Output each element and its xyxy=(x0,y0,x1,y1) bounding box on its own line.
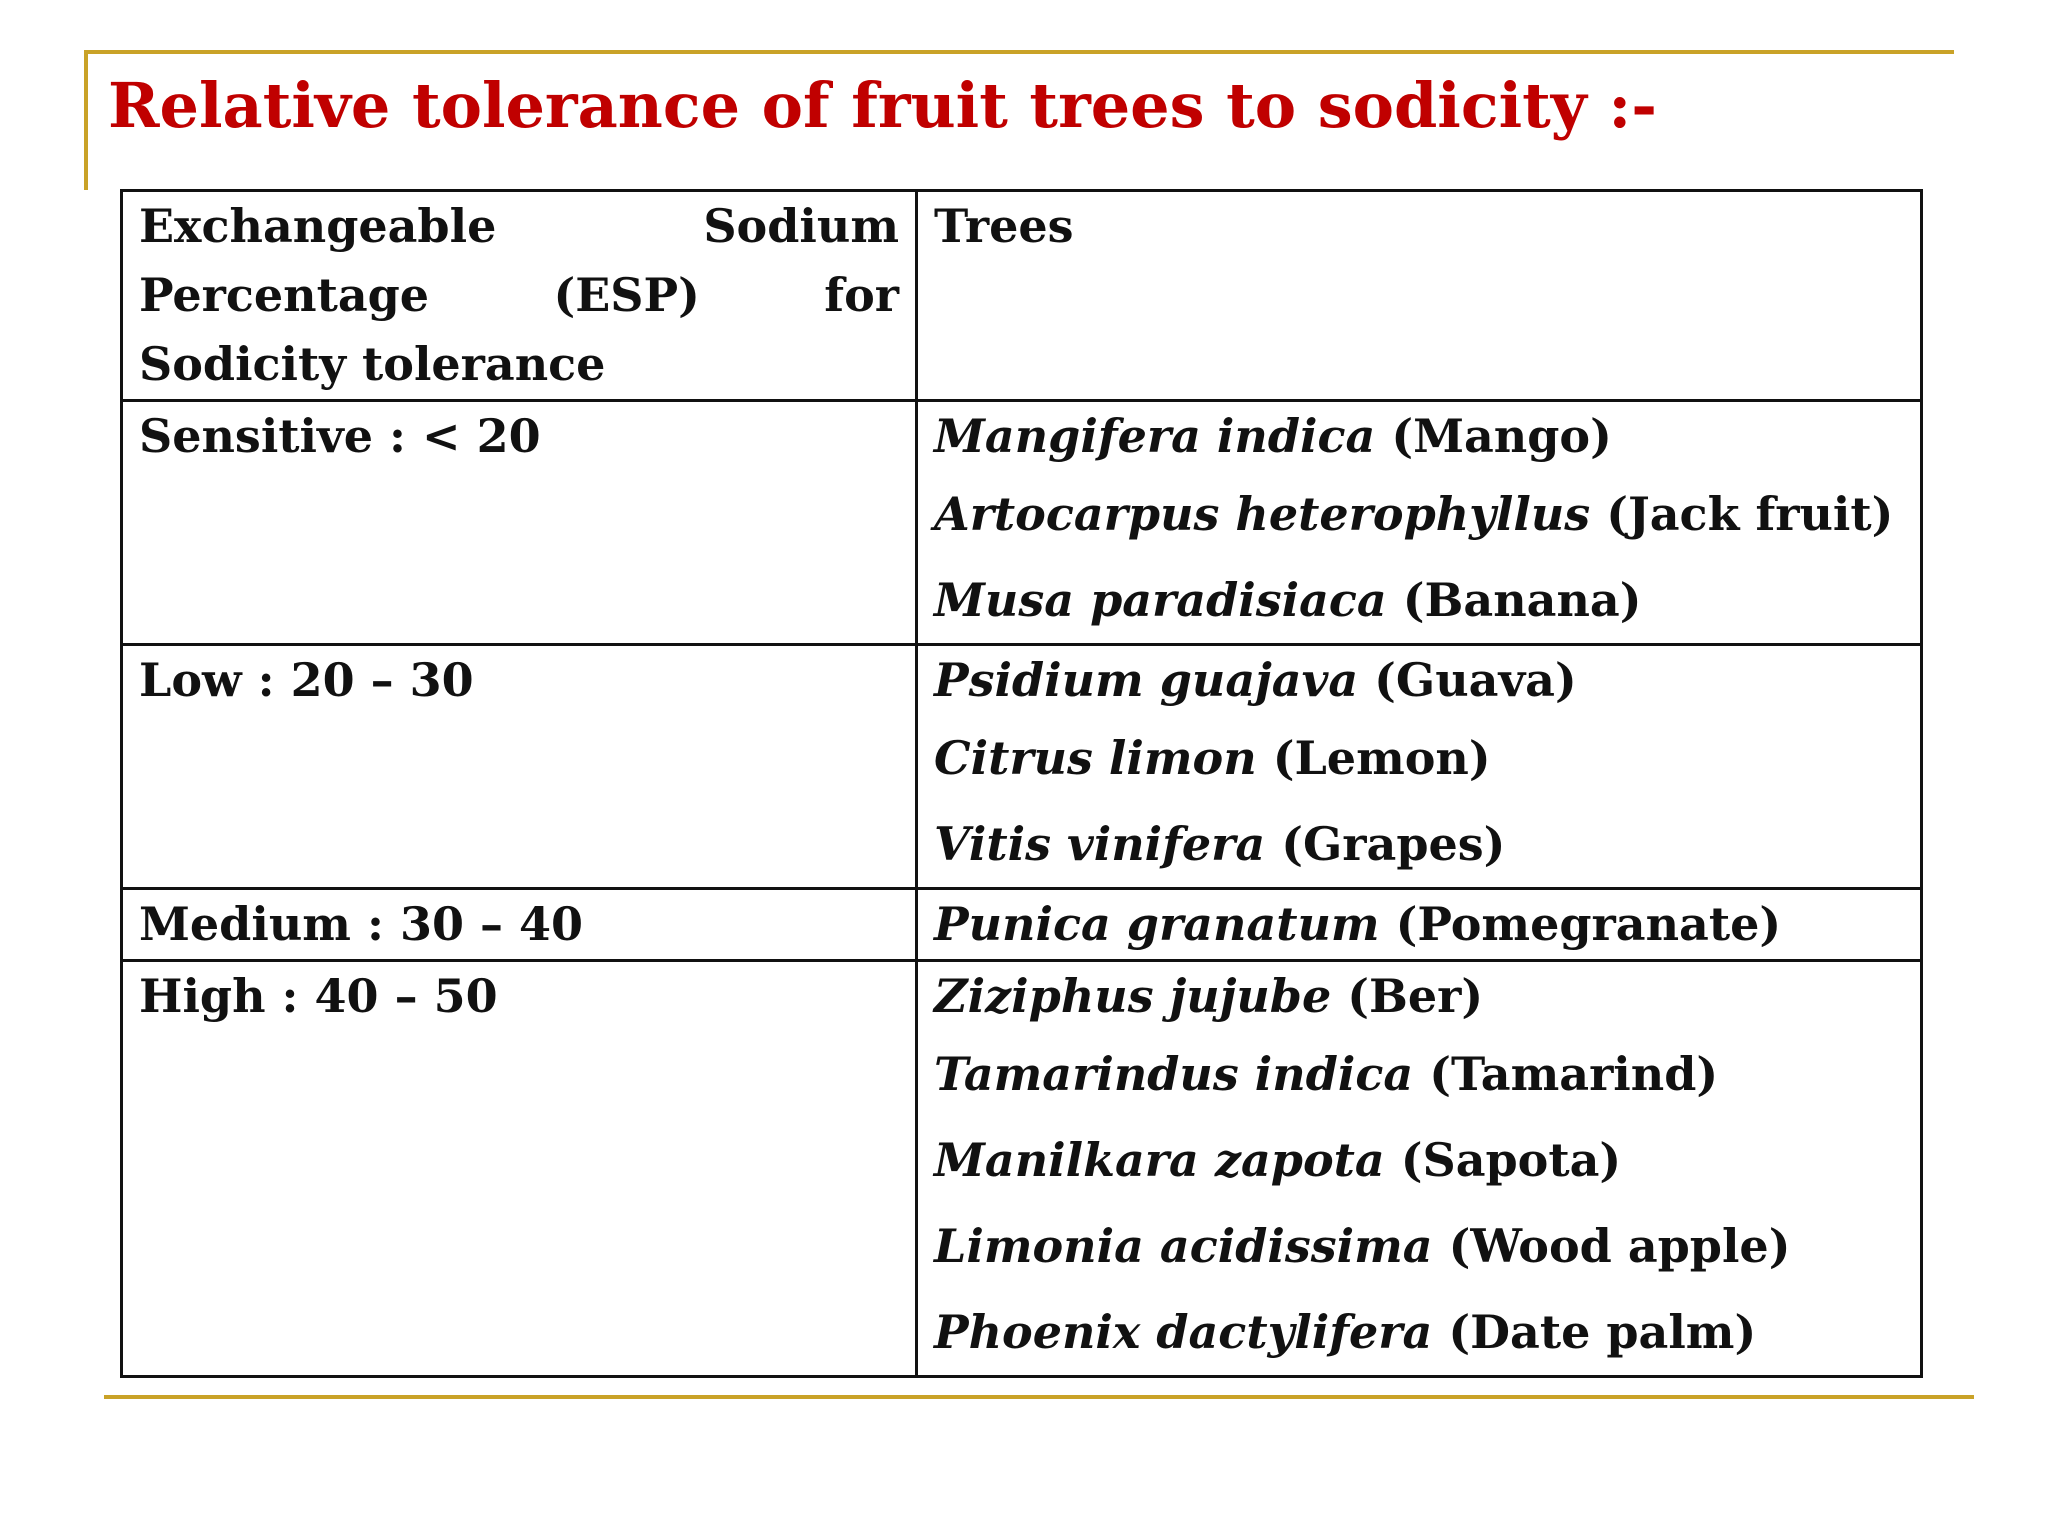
common-name: (Sapota) xyxy=(1400,1133,1622,1187)
tree-entry xyxy=(934,1203,1904,1289)
species-name: Vitis vinifera xyxy=(934,817,1266,871)
species-name: Tamarindus indica xyxy=(934,1047,1414,1101)
table-row-medium xyxy=(122,889,1922,961)
tree-entry xyxy=(934,471,1904,557)
left-accent-rule xyxy=(84,50,88,190)
table-row-low xyxy=(122,645,1922,889)
table-row-sensitive xyxy=(122,401,1922,645)
species-name: Phoenix dactylifera xyxy=(934,1305,1433,1359)
tolerance-class-label: Sensitive : < 20 xyxy=(139,409,541,463)
tree-entry xyxy=(934,557,1904,643)
tree-entry xyxy=(934,402,1904,471)
common-name: (Guava) xyxy=(1374,653,1577,707)
top-accent-rule xyxy=(84,50,1954,54)
tree-entry xyxy=(934,646,1904,715)
tolerance-class-cell xyxy=(122,401,917,645)
tree-entry xyxy=(934,890,1904,959)
tree-entry xyxy=(934,715,1904,801)
tolerance-class-cell xyxy=(122,645,917,889)
sodicity-tolerance-table xyxy=(120,189,1923,1378)
tree-entry xyxy=(934,1289,1904,1375)
header-cell-esp: Exchangeable Sodium Percentage (ESP) for Sodicity tolerance xyxy=(122,191,917,401)
species-name: Artocarpus heterophyllus xyxy=(934,487,1591,541)
common-name: (Tamarind) xyxy=(1429,1047,1719,1101)
common-name: (Wood apple) xyxy=(1448,1219,1791,1273)
species-name: Citrus limon xyxy=(934,731,1257,785)
table-row-high xyxy=(122,961,1922,1377)
tolerance-class-label: High : 40 – 50 xyxy=(139,969,498,1023)
common-name: (Lemon) xyxy=(1272,731,1491,785)
common-name: (Banana) xyxy=(1402,573,1642,627)
tolerance-class-cell xyxy=(122,961,917,1377)
common-name: (Mango) xyxy=(1391,409,1612,463)
species-name: Manilkara zapota xyxy=(934,1133,1385,1187)
trees-cell xyxy=(917,645,1922,889)
tree-entry xyxy=(934,801,1904,887)
common-name: (Grapes) xyxy=(1281,817,1506,871)
common-name: (Jack fruit) xyxy=(1606,487,1894,541)
species-name: Psidium guajava xyxy=(934,653,1359,707)
species-name: Limonia acidissima xyxy=(934,1219,1433,1273)
common-name: (Date palm) xyxy=(1448,1305,1757,1359)
tree-entry xyxy=(934,1117,1904,1203)
trees-cell xyxy=(917,401,1922,645)
slide-title: Relative tolerance of fruit trees to sodicity :- xyxy=(108,69,1658,142)
trees-cell xyxy=(917,889,1922,961)
species-name: Punica granatum xyxy=(934,897,1380,951)
trees-cell xyxy=(917,961,1922,1377)
tree-entry xyxy=(934,1031,1904,1117)
table-header-row xyxy=(122,191,1922,401)
bottom-accent-rule xyxy=(104,1395,1974,1399)
tolerance-class-label: Medium : 30 – 40 xyxy=(139,897,584,951)
common-name: (Ber) xyxy=(1347,969,1484,1023)
common-name: (Pomegranate) xyxy=(1395,897,1782,951)
species-name: Musa paradisiaca xyxy=(934,573,1387,627)
tolerance-class-cell xyxy=(122,889,917,961)
species-name: Ziziphus jujube xyxy=(934,969,1332,1023)
species-name: Mangifera indica xyxy=(934,409,1376,463)
tolerance-class-label: Low : 20 – 30 xyxy=(139,653,474,707)
header-cell-trees: Trees xyxy=(917,191,1922,401)
tree-entry xyxy=(934,962,1904,1031)
